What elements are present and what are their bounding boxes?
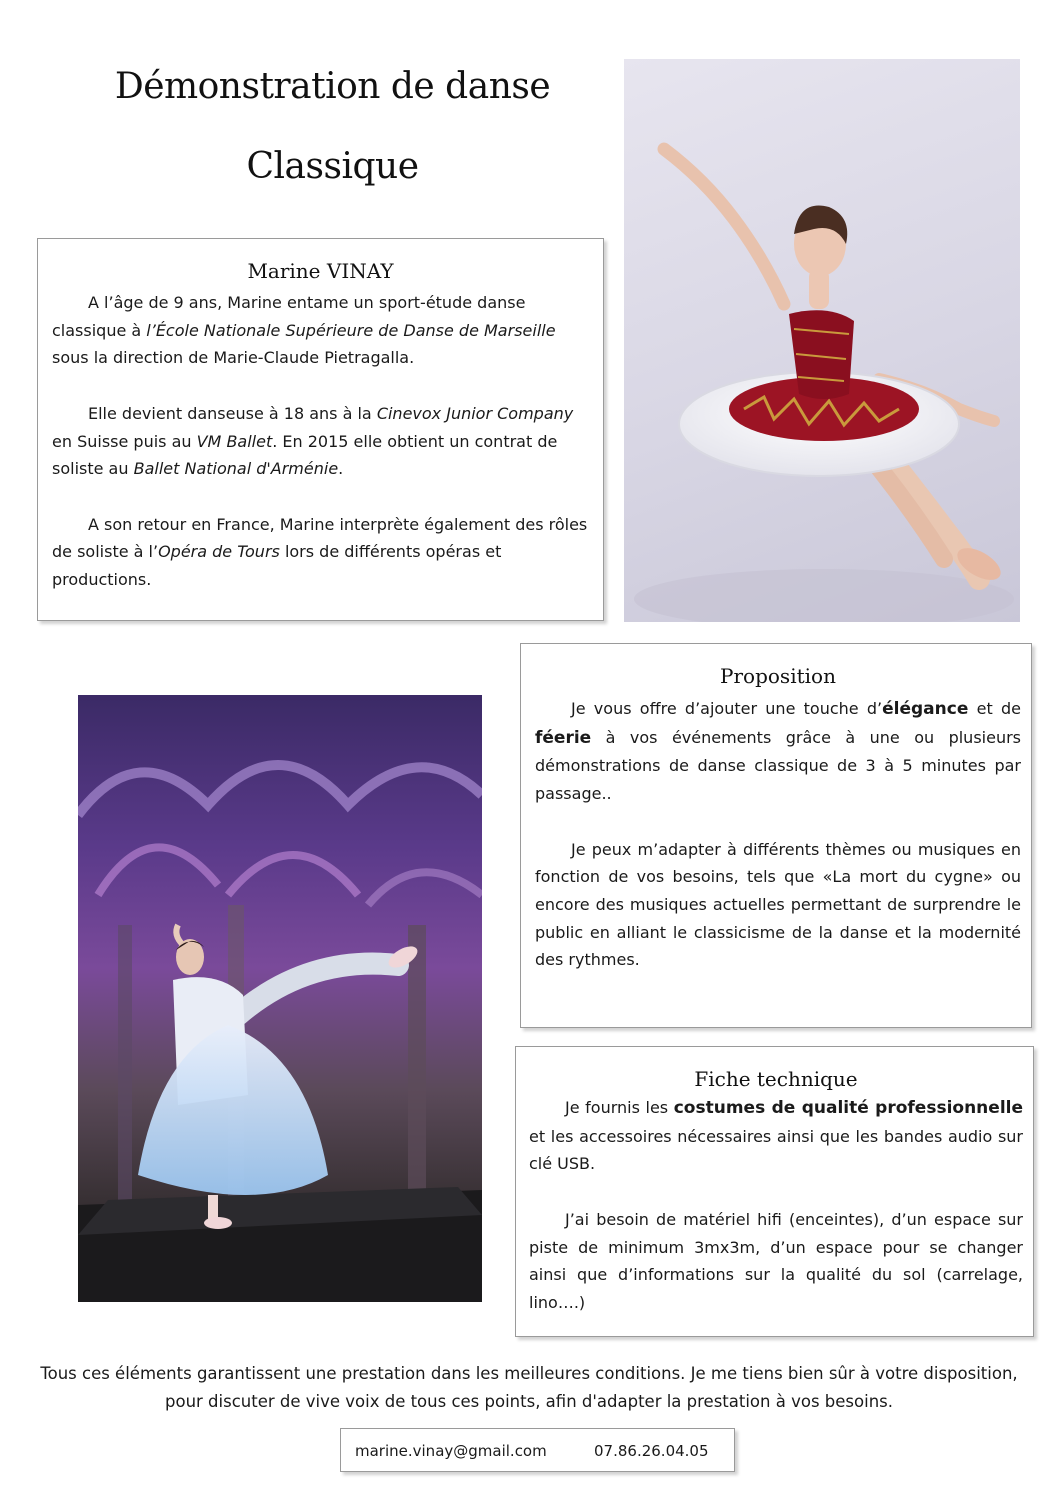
proposition-heading: Proposition — [720, 664, 836, 688]
ballerina-studio-photo — [624, 59, 1020, 622]
bio-box — [37, 238, 604, 621]
fiche-technique-box — [515, 1046, 1034, 1337]
closing-statement: Tous ces éléments garantissent une prestation dans les meilleures conditions. Je me tiens bien sûr à votre disposition, pour discuter de vive voix de tous ces points, afin d'adapter la prestation à vos besoins. — [40, 1364, 1018, 1411]
bio-paragraph-1: A l’âge de 9 ans, Marine entame un sport-étude danse classique à l’École Nationale Supérieure de Danse de Marseille sous la direction de Marie-Claude Pietragalla. — [52, 293, 556, 368]
contact-email[interactable]: marine.vinay@gmail.com — [355, 1442, 547, 1460]
proposition-box — [520, 643, 1032, 1028]
fiche-technique-paragraph-1: Je fournis les costumes de qualité professionnelle et les accessoires nécessaires ainsi que les bandes audio sur clé USB. — [529, 1098, 1023, 1174]
ballerina-stage-photo — [78, 695, 482, 1302]
proposition-paragraph-2: Je peux m’adapter à différents thèmes ou musiques en fonction de vos besoins, tels que «La mort du cygne» ou encore des musiques actuelles permettant de surprendre le public en alliant le classicisme de la danse et la modernité des rythmes. — [535, 839, 1021, 970]
page-subtitle: Classique — [246, 146, 419, 187]
fiche-technique-heading: Fiche technique — [694, 1067, 858, 1091]
bio-paragraph-2: Elle devient danseuse à 18 ans à la Cinevox Junior Company en Suisse puis au VM Ballet. En 2015 elle obtient un contrat de soliste au Ballet National d'Arménie. — [52, 403, 574, 479]
page-title: Démonstration de danse — [114, 66, 551, 107]
bio-heading: Marine VINAY — [247, 259, 394, 283]
fiche-technique-paragraph-2: J’ai besoin de matériel hifi (enceintes), d’un espace sur piste de minimum 3mx3m, d’un espace pour se changer ainsi que d’informations sur la qualité du sol (carrelage, lino….) — [529, 1209, 1023, 1312]
contact-phone[interactable]: 07.86.26.04.05 — [594, 1442, 709, 1460]
contact-box — [340, 1428, 735, 1472]
proposition-paragraph-1: Je vous offre d’ajouter une touche d’élégance et de féerie à vos événements grâce à une ou plusieurs démonstrations de danse classique de 3 à 5 minutes par passage.. — [535, 699, 1021, 804]
bio-paragraph-3: A son retour en France, Marine interprète également des rôles de soliste à l’Opéra de Tours lors de différents opéras et productions. — [52, 514, 588, 589]
